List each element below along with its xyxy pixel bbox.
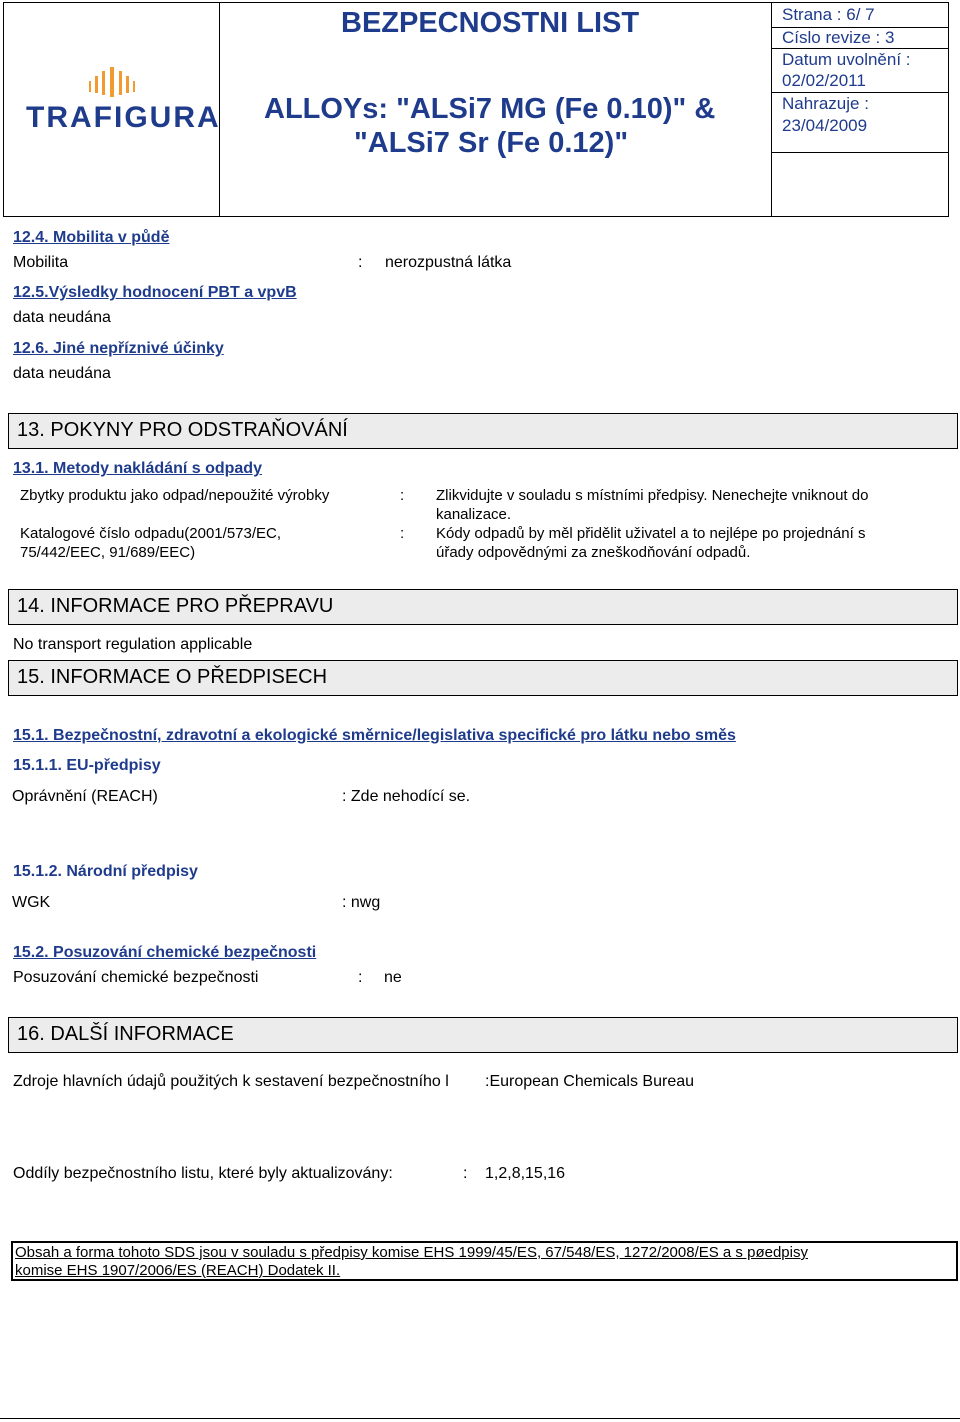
waste-row1-label: Zbytky produktu jako odpad/nepoužité výrobky [20,487,330,504]
revision-number: Císlo revize : 3 [782,28,895,47]
heading-12-4: 12.4. Mobilita v půdě [13,229,170,246]
csa-label: Posuzování chemické bezpečnosti [13,969,259,986]
csa-value: ne [384,969,402,986]
section-13-header [8,413,958,449]
divider [772,92,948,93]
waste-row2-label-l1: Katalogové číslo odpadu(2001/573/EC, [20,525,282,542]
regulation-footer-box [11,1241,958,1281]
heading-15-1: 15.1. Bezpečnostní, zdravotní a ekologické směrnice/legislativa specifické pro látku nebo směs [13,727,736,744]
page-number: Strana : 6/ 7 [782,5,875,24]
heading-13-1: 13.1. Metody nakládání s odpady [13,460,262,477]
section-15-title: 15. INFORMACE O PŘEDPISECH [17,666,328,688]
reach-label: Oprávnění (REACH) [12,788,158,805]
release-date-label: Datum uvolnění : [782,50,911,69]
regulation-footer-line1: Obsah a forma tohoto SDS jsou v souladu s předpisy komise EHS 1999/45/ES, 67/548/ES, 1272/2008/ES a s pøedpisy [15,1244,808,1261]
section-16-header [8,1017,958,1053]
waste-row1-colon: : [400,487,405,504]
section-16-title: 16. DALŠÍ INFORMACE [17,1023,234,1045]
release-date: 02/02/2011 [782,71,866,90]
section-14-title: 14. INFORMACE PRO PŘEPRAVU [17,595,334,617]
heading-15-1-2: 15.1.2. Národní předpisy [13,863,198,880]
updated-sections-label: Oddíly bezpečnostního listu, které byly aktualizovány: [13,1165,393,1182]
wgk-value: : nwg [342,894,381,911]
logo-cell [4,3,220,216]
replaces-label: Nahrazuje : [782,94,869,113]
other-effects-text: data neudána [13,365,111,382]
divider [772,48,948,49]
reach-value: : Zde nehodící se. [342,788,471,805]
document-header [3,2,949,217]
pbt-text: data neudána [13,309,111,326]
csa-colon: : [358,969,363,986]
replaces-date: 23/04/2009 [782,116,868,135]
section-13-title: 13. POKYNY PRO ODSTRAŇOVÁNÍ [17,419,348,441]
updated-sections-value: 1,2,8,15,16 [485,1165,566,1182]
waste-row2-label-l2: 75/442/EEC, 91/689/EEC) [20,544,196,561]
info-cell [772,3,948,216]
heading-12-5: 12.5.Výsledky hodnocení PBT a vpvB [13,284,297,301]
waste-row1-value-l2: kanalizace. [436,506,512,523]
section-14-header [8,589,958,625]
sources-value: :European Chemicals Bureau [485,1073,695,1090]
mobilita-value: nerozpustná látka [385,254,512,271]
waste-row1-value-l1: Zlikvidujte v souladu s místními předpisy. Nenechejte vniknout do [436,487,869,504]
updated-sections-colon: : [463,1165,468,1182]
mobilita-label: Mobilita [13,254,69,271]
mobilita-colon: : [358,254,363,271]
transport-text: No transport regulation applicable [13,636,253,653]
logo-text: TRAFIGURA [26,101,221,134]
section-15-header [8,660,958,696]
heading-15-1-1: 15.1.1. EU-předpisy [13,757,161,774]
heading-12-6: 12.6. Jiné nepříznivé účinky [13,340,224,357]
waste-row2-colon: : [400,525,405,542]
waste-row2-value-l2: úřady odpovědnými za zneškodňování odpadů. [436,544,751,561]
sources-label: Zdroje hlavních údajů použitých k sestavení bezpečnostního l [13,1073,449,1090]
wgk-label: WGK [12,894,51,911]
divider [772,152,948,153]
trafigura-logo-icon [84,65,140,101]
title-cell [220,3,772,216]
product-name-line2: "ALSi7 Sr (Fe 0.12)" [354,127,629,159]
document-title: BEZPECNOSTNI LIST [341,7,640,39]
heading-15-2: 15.2. Posuzování chemické bezpečnosti [13,944,317,961]
product-name-line1: ALLOYs: "ALSi7 MG (Fe 0.10)" & [264,93,716,125]
regulation-footer-line2: komise EHS 1907/2006/ES (REACH) Dodatek II. [15,1262,341,1279]
bottom-rule [0,1418,960,1419]
waste-row2-value-l1: Kódy odpadů by měl přidělit uživatel a to nejlépe po projednání s [436,525,866,542]
